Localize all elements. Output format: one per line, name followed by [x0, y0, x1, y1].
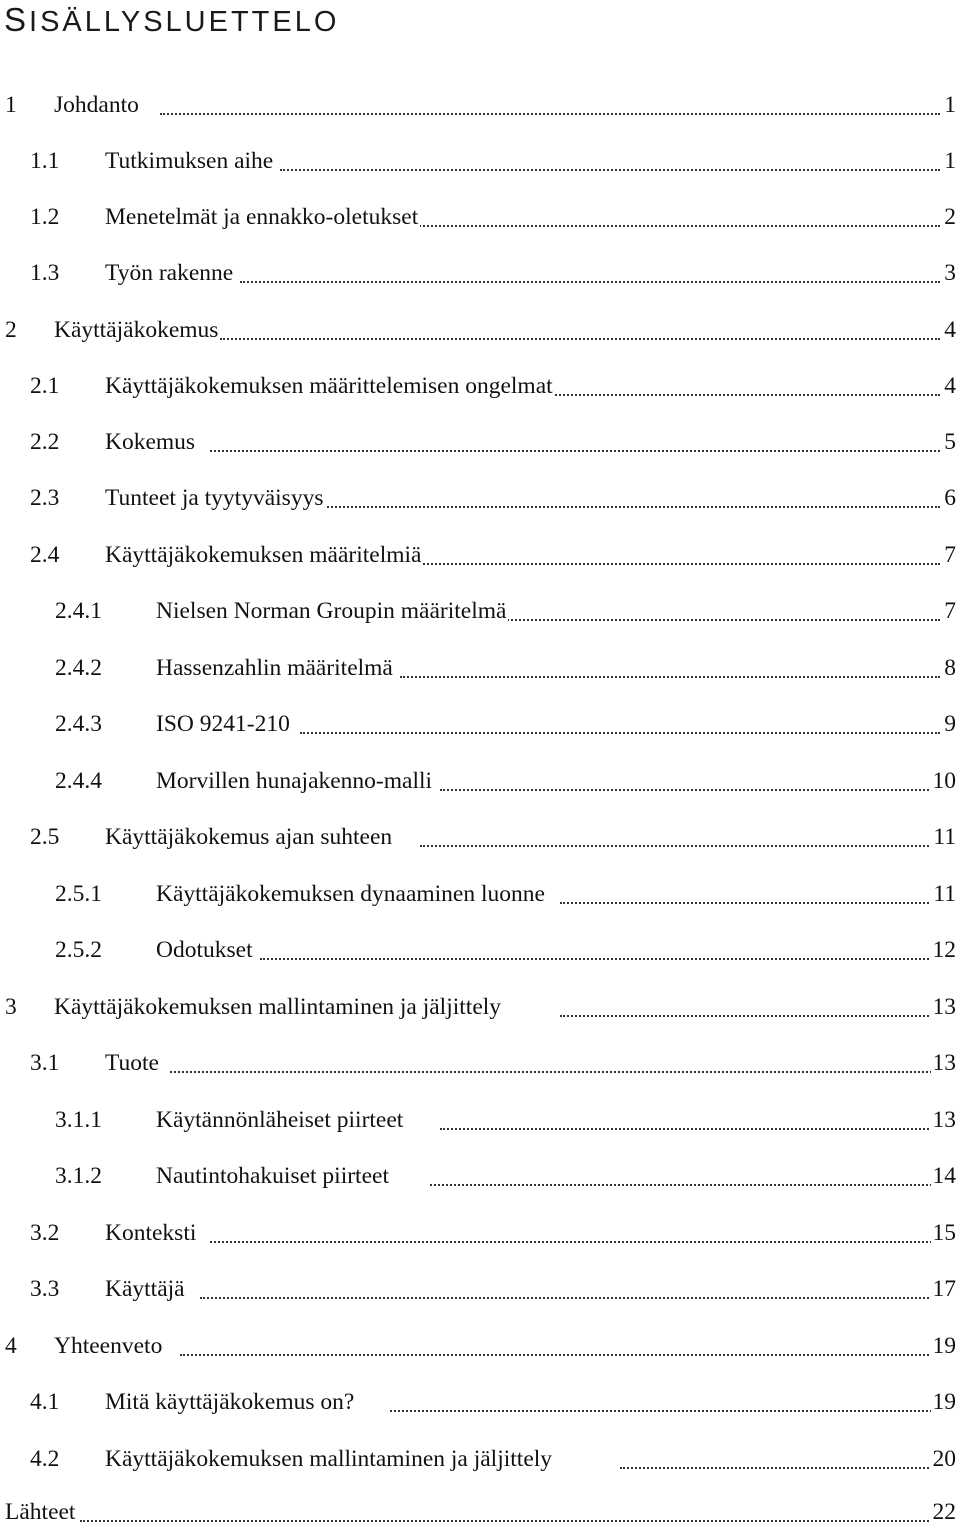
entry-title: Työn rakenne: [105, 253, 235, 293]
entry-page: 13: [931, 987, 957, 1027]
toc-entry[interactable]: [0, 987, 960, 1027]
entry-page: 7: [942, 591, 956, 631]
dot-leader: [160, 113, 940, 115]
dot-leader: [420, 845, 940, 847]
entry-title: Kokemus: [105, 422, 197, 462]
entry-title: Käyttäjäkokemuksen mallintaminen ja jäljittely: [105, 1439, 554, 1479]
dot-leader: [80, 1520, 940, 1522]
entry-page: 14: [931, 1156, 957, 1196]
toc-heading-rest: ISÄLLYSLUETTELO: [29, 6, 340, 38]
toc-entry[interactable]: [0, 817, 960, 857]
entry-number: 2.5.2: [55, 930, 102, 970]
entry-title: Hassenzahlin määritelmä: [156, 648, 395, 688]
dot-leader: [430, 1184, 940, 1186]
toc-entry[interactable]: [0, 535, 960, 575]
entry-number: 2.4.3: [55, 704, 102, 744]
entry-page: 15: [931, 1213, 957, 1253]
toc-entry[interactable]: [0, 1382, 960, 1422]
entry-number: 3.1.1: [55, 1100, 102, 1140]
dot-leader: [210, 1241, 940, 1243]
entry-title: Käyttäjäkokemuksen dynaaminen luonne: [156, 874, 547, 914]
entry-number: 2.4: [30, 535, 59, 575]
entry-page: 2: [942, 197, 956, 237]
dot-leader: [400, 225, 940, 227]
toc-entry[interactable]: [0, 1439, 960, 1479]
dot-leader: [260, 958, 940, 960]
entry-title: Menetelmät ja ennakko-oletukset: [105, 197, 420, 237]
entry-number: 2.5: [30, 817, 59, 857]
toc-entry[interactable]: [0, 141, 960, 181]
entry-number: 2: [5, 310, 17, 350]
entry-page: 22: [931, 1492, 957, 1532]
entry-number: 3.2: [30, 1213, 59, 1253]
entry-title: Konteksti: [105, 1213, 198, 1253]
entry-page: 4: [942, 310, 956, 350]
entry-title: Käyttäjäkokemus: [54, 310, 220, 350]
entry-title: Tunteet ja tyytyväisyys: [105, 478, 325, 518]
toc-entry[interactable]: [0, 874, 960, 914]
entry-page: 11: [931, 817, 956, 857]
entry-number: 1.2: [30, 197, 59, 237]
entry-page: 6: [942, 478, 956, 518]
entry-title: Tutkimuksen aihe: [105, 141, 275, 181]
entry-number: 2.4.4: [55, 761, 102, 801]
dot-leader: [440, 1128, 940, 1130]
entry-number: 2.1: [30, 366, 59, 406]
dot-leader: [440, 789, 940, 791]
entry-number: 4: [5, 1326, 17, 1366]
dot-leader: [390, 1410, 940, 1412]
entry-page: 1: [942, 141, 956, 181]
entry-title: Käyttäjäkokemus ajan suhteen: [105, 817, 394, 857]
toc-entry[interactable]: [0, 85, 960, 125]
entry-number: 2.4.1: [55, 591, 102, 631]
toc-entry[interactable]: [0, 761, 960, 801]
entry-title: ISO 9241-210: [156, 704, 292, 744]
entry-title: Käyttäjäkokemuksen määrittelemisen ongelmat: [105, 366, 555, 406]
toc-entry[interactable]: [0, 704, 960, 744]
dot-leader: [480, 619, 940, 621]
toc-entry[interactable]: [0, 930, 960, 970]
toc-entry[interactable]: [0, 478, 960, 518]
entry-title: Käyttäjä: [105, 1269, 187, 1309]
entry-number: 1: [5, 85, 17, 125]
entry-title: Odotukset: [156, 930, 255, 970]
entry-number: 2.2: [30, 422, 59, 462]
dot-leader: [560, 902, 940, 904]
entry-number: 1.3: [30, 253, 59, 293]
dot-leader: [180, 1354, 940, 1356]
dot-leader: [560, 1015, 940, 1017]
entry-page: 17: [931, 1269, 957, 1309]
toc-entry[interactable]: [0, 366, 960, 406]
entry-number: 3: [5, 987, 17, 1027]
entry-page: 20: [931, 1439, 957, 1479]
entry-number: 4.1: [30, 1382, 59, 1422]
entry-page: 13: [931, 1043, 957, 1083]
dot-leader: [320, 506, 940, 508]
entry-number: 2.5.1: [55, 874, 102, 914]
entry-page: 9: [942, 704, 956, 744]
dot-leader: [220, 338, 940, 340]
toc-entry[interactable]: [0, 1326, 960, 1366]
entry-title: Käytännönläheiset piirteet: [156, 1100, 405, 1140]
toc-entry[interactable]: [0, 422, 960, 462]
toc-entry[interactable]: [0, 197, 960, 237]
entry-title: Morvillen hunajakenno-malli: [156, 761, 434, 801]
dot-leader: [400, 676, 940, 678]
entry-number: 2.3: [30, 478, 59, 518]
dot-leader: [280, 169, 940, 171]
entry-page: 19: [931, 1382, 957, 1422]
entry-page: 8: [942, 648, 956, 688]
entry-title: Yhteenveto: [54, 1326, 164, 1366]
dot-leader: [240, 281, 940, 283]
entry-page: 1: [942, 85, 956, 125]
entry-number: 1.1: [30, 141, 59, 181]
entry-title: Mitä käyttäjäkokemus on?: [105, 1382, 356, 1422]
toc-entry[interactable]: [0, 648, 960, 688]
dot-leader: [200, 1297, 940, 1299]
toc-entry[interactable]: [0, 310, 960, 350]
entry-page: 13: [931, 1100, 957, 1140]
toc-entry[interactable]: [0, 253, 960, 293]
entry-number: 3.3: [30, 1269, 59, 1309]
dot-leader: [170, 1071, 940, 1073]
entry-number: 3.1: [30, 1043, 59, 1083]
entry-page: 4: [942, 366, 956, 406]
entry-title: Johdanto: [54, 85, 141, 125]
dot-leader: [400, 563, 940, 565]
dot-leader: [300, 732, 940, 734]
toc-entry[interactable]: [0, 1269, 960, 1309]
dot-leader: [210, 450, 940, 452]
entry-page: 19: [931, 1326, 957, 1366]
entry-title: Käyttäjäkokemuksen määritelmiä: [105, 535, 423, 575]
toc-entry[interactable]: [0, 591, 960, 631]
entry-page: 10: [931, 761, 957, 801]
entry-number: 3.1.2: [55, 1156, 102, 1196]
entry-page: 3: [942, 253, 956, 293]
dot-leader: [620, 1467, 940, 1469]
entry-title: Lähteet: [5, 1492, 77, 1532]
entry-page: 11: [931, 874, 956, 914]
entry-page: 5: [942, 422, 956, 462]
toc-entry[interactable]: [0, 1492, 960, 1532]
toc-heading: [4, 0, 339, 40]
entry-number: 2.4.2: [55, 648, 102, 688]
entry-title: Tuote: [105, 1043, 161, 1083]
entry-title: Käyttäjäkokemuksen mallintaminen ja jäljittely: [54, 987, 503, 1027]
toc-entry[interactable]: [0, 1213, 960, 1253]
entry-page: 12: [931, 930, 957, 970]
entry-number: 4.2: [30, 1439, 59, 1479]
toc-heading-initial: S: [4, 1, 30, 38]
toc-entry[interactable]: [0, 1043, 960, 1083]
entry-page: 7: [942, 535, 956, 575]
toc-entry[interactable]: [0, 1156, 960, 1196]
entry-title: Nautintohakuiset piirteet: [156, 1156, 391, 1196]
entry-title: Nielsen Norman Groupin määritelmä: [156, 591, 508, 631]
toc-entry[interactable]: [0, 1100, 960, 1140]
